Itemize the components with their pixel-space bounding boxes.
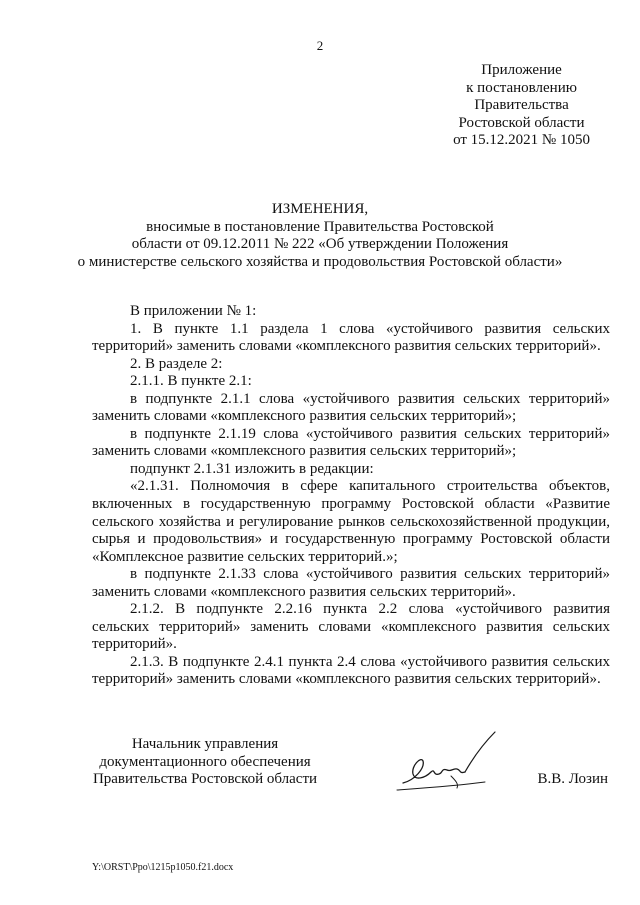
appendix-line: от 15.12.2021 № 1050 bbox=[453, 132, 590, 148]
title-heading: ИЗМЕНЕНИЯ, bbox=[271, 201, 369, 217]
appendix-line: к постановлению bbox=[466, 79, 577, 96]
file-path: Y:\ORST\Ppo\1215p1050.f21.docx bbox=[92, 862, 234, 873]
body-paragraph: 2.1.1. В пункте 2.1: bbox=[130, 373, 252, 390]
page-number: 2 bbox=[316, 38, 324, 53]
signatory-position bbox=[92, 736, 318, 789]
signatory-name: В.В. Лозин bbox=[537, 771, 608, 787]
title-line: о министерстве сельского хозяйства и продовольствия Ростовской области» bbox=[77, 253, 563, 270]
document-body bbox=[92, 303, 610, 689]
signatory-position-line: документационного обеспечения bbox=[99, 753, 311, 770]
body-paragraph: В приложении № 1: bbox=[130, 303, 257, 319]
appendix-line: Правительства bbox=[474, 97, 569, 113]
handwritten-signature bbox=[395, 728, 505, 798]
title-line: области от 09.12.2011 № 222 «Об утверждении Положения bbox=[131, 236, 509, 252]
body-paragraph: в подпункте 2.1.1 слова «устойчивого развития сельских территорий» заменить словами «комплексного развития сельских территорий»; bbox=[92, 390, 610, 425]
document-title bbox=[0, 201, 640, 271]
appendix-line: Ростовской области bbox=[458, 114, 585, 131]
appendix-line: Приложение bbox=[481, 62, 562, 78]
body-paragraph: подпункт 2.1.31 изложить в редакции: bbox=[130, 460, 374, 477]
body-paragraph: «2.1.31. Полномочия в сфере капитального строительства объектов, включенных в государственную программу Ростовской области «Развитие сельского хозяйства и регулирование рынков сельскохозяйственной продукции, сырья и продовольствия» и государственную программу Ростовской области «Комплексное развитие сельских территорий.»; bbox=[92, 478, 610, 565]
body-paragraph: 2. В разделе 2: bbox=[130, 355, 223, 372]
body-paragraph: 2.1.3. В подпункте 2.4.1 пункта 2.4 слова «устойчивого развития сельских территорий» заменить словами «комплексного развития сельских территорий». bbox=[92, 653, 610, 688]
body-paragraph: 1. В пункте 1.1 раздела 1 слова «устойчивого развития сельских территорий» заменить словами «комплексного развития сельских территорий». bbox=[92, 320, 610, 355]
body-paragraph: в подпункте 2.1.19 слова «устойчивого развития сельских территорий» заменить словами «комплексного развития сельских территорий»; bbox=[92, 425, 610, 460]
signatory-position-line: Начальник управления bbox=[131, 736, 279, 752]
body-paragraph: в подпункте 2.1.33 слова «устойчивого развития сельских территорий» заменить словами «комплексного развития сельских территорий». bbox=[92, 566, 610, 600]
title-line: вносимые в постановление Правительства Ростовской bbox=[146, 218, 494, 235]
signatory-position-line: Правительства Ростовской области bbox=[92, 771, 318, 787]
body-paragraph: 2.1.2. В подпункте 2.2.16 пункта 2.2 слова «устойчивого развития сельских территорий» заменить словами «комплексного развития сельских территорий». bbox=[92, 601, 610, 653]
appendix-reference bbox=[453, 62, 590, 150]
